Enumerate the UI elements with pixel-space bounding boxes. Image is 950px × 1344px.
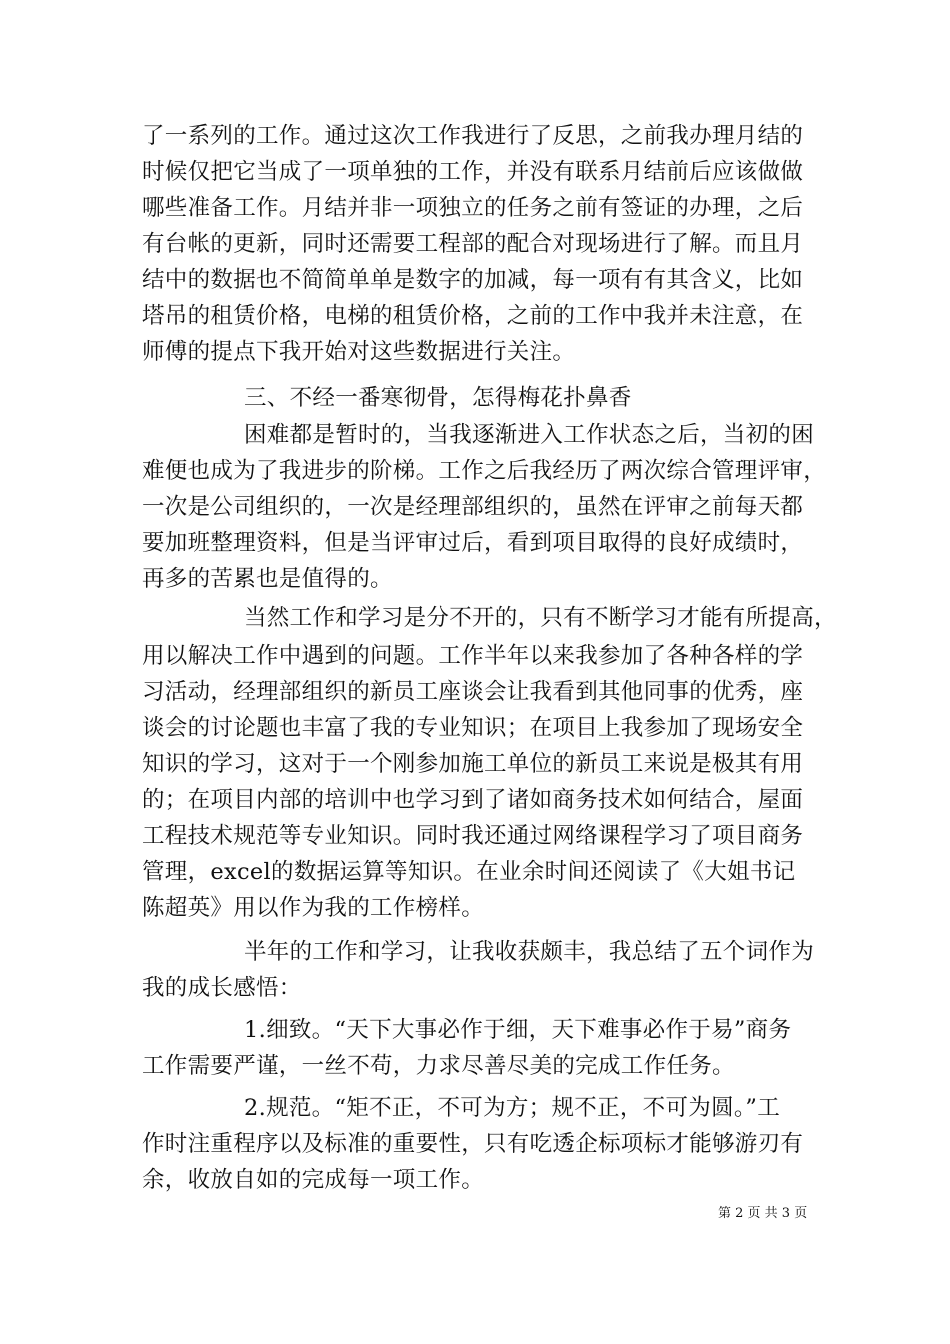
body-text-line: 半年的工作和学习，让我收获颇丰，我总结了五个词作为 [244, 939, 815, 965]
body-text-line: 塔吊的租赁价格，电梯的租赁价格，之前的工作中我并未注意，在 [142, 303, 804, 329]
body-text-line: 结中的数据也不简简单单是数字的加减，每一项有有其含义，比如 [142, 267, 804, 293]
page-number-footer: 第 2 页 共 3 页 [718, 1206, 808, 1221]
body-text-line: 时候仅把它当成了一项单独的工作，并没有联系月结前后应该做做 [142, 159, 804, 185]
section-heading: 三、不经一番寒彻骨，怎得梅花扑鼻香 [244, 385, 632, 411]
body-text-line: 困难都是暂时的，当我逐渐进入工作状态之后，当初的困 [244, 422, 815, 448]
body-text-line: 要加班整理资料，但是当评审过后，看到项目取得的良好成绩时， [142, 530, 804, 556]
body-text-line: 了一系列的工作。通过这次工作我进行了反思，之前我办理月结的 [142, 123, 804, 149]
body-text-line: 哪些准备工作。月结并非一项独立的任务之前有签证的办理，之后 [142, 195, 804, 221]
list-item-line: 2.规范。“矩不正，不可为方；规不正，不可为圆。”工 [244, 1095, 781, 1121]
body-text-line: 用以解决工作中遇到的问题。工作半年以来我参加了各种各样的学 [142, 643, 804, 669]
body-text-line: 再多的苦累也是值得的。 [142, 566, 393, 592]
body-text-line: 难便也成为了我进步的阶梯。工作之后我经历了两次综合管理评审， [142, 458, 827, 484]
body-text-line: 师傅的提点下我开始对这些数据进行关注。 [142, 339, 576, 365]
body-text-line: 管理，excel的数据运算等知识。在业余时间还阅读了《大姐书记 [142, 859, 796, 885]
list-item-line: 1.细致。“天下大事必作于细，天下难事必作于易”商务 [244, 1017, 792, 1043]
list-item-line: 余，收放自如的完成每一项工作。 [142, 1167, 485, 1193]
body-text-line: 一次是公司组织的，一次是经理部组织的，虽然在评审之前每天都 [142, 494, 804, 520]
list-item-line: 作时注重程序以及标准的重要性，只有吃透企标项标才能够游刃有 [142, 1131, 804, 1157]
body-text-line: 谈会的讨论题也丰富了我的专业知识；在项目上我参加了现场安全 [142, 715, 804, 741]
body-text-line: 有台帐的更新，同时还需要工程部的配合对现场进行了解。而且月 [142, 231, 804, 257]
body-text-line: 工程技术规范等专业知识。同时我还通过网络课程学习了项目商务 [142, 823, 804, 849]
body-text-line: 的；在项目内部的培训中也学习到了诸如商务技术如何结合，屋面 [142, 787, 804, 813]
body-text-line: 陈超英》用以作为我的工作榜样。 [142, 895, 485, 921]
list-item-line: 工作需要严谨，一丝不苟，力求尽善尽美的完成工作任务。 [142, 1053, 735, 1079]
body-text-line: 我的成长感悟： [142, 975, 302, 1001]
body-text-line: 习活动，经理部组织的新员工座谈会让我看到其他同事的优秀，座 [142, 679, 804, 705]
body-text-line: 知识的学习，这对于一个刚参加施工单位的新员工来说是极其有用 [142, 751, 804, 777]
body-text-line: 当然工作和学习是分不开的，只有不断学习才能有所提高， [244, 605, 837, 631]
